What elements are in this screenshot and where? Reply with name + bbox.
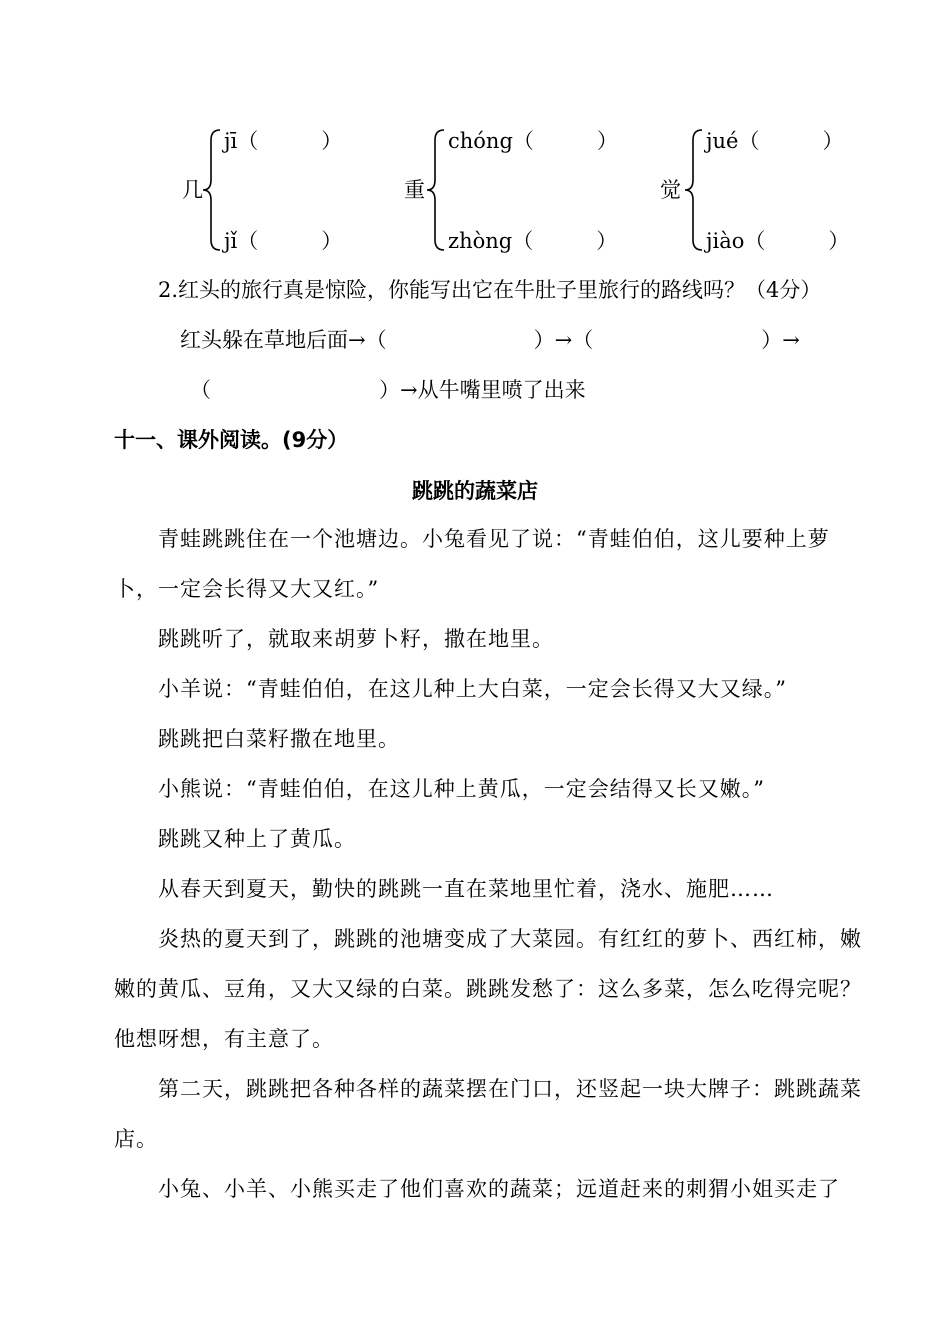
pinyin-top: jī（ ） <box>224 129 343 153</box>
polyphone-char: 几 <box>182 178 203 202</box>
story-paragraph: 跳跳把白菜籽撒在地里。 <box>158 727 400 751</box>
story-paragraph: 从春天到夏天，勤快的跳跳一直在菜地里忙着，浇水、施肥…… <box>158 877 774 901</box>
story-body <box>114 514 862 1214</box>
pinyin-top: jué（ ） <box>706 129 844 153</box>
story-paragraph: 炎热的夏天到了，跳跳的池塘变成了大菜园。有红红的萝卜、西红柿，嫩嫩的黄瓜、豆角，又大又绿的白菜。跳跳发愁了：这么多菜，怎么吃得完呢？他想呀想，有主意了。 <box>114 927 862 1051</box>
brace-icon <box>424 128 446 252</box>
brace-icon <box>682 128 704 252</box>
story-paragraph: 小兔、小羊、小熊买走了他们喜欢的蔬菜；远道赶来的刺猬小姐买走了 <box>158 1177 840 1201</box>
polyphone-char: 觉 <box>660 178 681 202</box>
story-paragraph: 跳跳听了，就取来胡萝卜籽，撒在地里。 <box>158 627 554 651</box>
story-title: 跳跳的蔬菜店 <box>412 479 538 503</box>
pinyin-bottom: zhòng（ ） <box>448 229 618 253</box>
story-paragraph: 小熊说：“青蛙伯伯，在这儿种上黄瓜，一定会结得又长又嫩。” <box>158 777 765 801</box>
route-line-1: 红头躲在草地后面→（ ）→（ ）→ <box>180 328 800 352</box>
pinyin-top: chóng（ ） <box>448 129 618 153</box>
polyphone-char: 重 <box>404 178 425 202</box>
story-paragraph: 青蛙跳跳住在一个池塘边。小兔看见了说：“青蛙伯伯，这儿要种上萝卜，一定会长得又大又红。” <box>114 527 830 601</box>
pinyin-bottom: jiào（ ） <box>706 229 850 253</box>
story-paragraph: 跳跳又种上了黄瓜。 <box>158 827 356 851</box>
pinyin-bottom: jǐ（ ） <box>224 229 343 253</box>
section-heading: 十一、课外阅读。(9分） <box>114 428 349 452</box>
story-paragraph: 第二天，跳跳把各种各样的蔬菜摆在门口，还竖起一块大牌子：跳跳蔬菜店。 <box>114 1077 862 1151</box>
story-paragraph: 小羊说：“青蛙伯伯，在这儿种上大白菜，一定会长得又大又绿。” <box>158 677 787 701</box>
brace-icon <box>200 128 222 252</box>
route-line-2: （ ）→从牛嘴里喷了出来 <box>190 378 586 402</box>
question-2-prompt: 2.红头的旅行真是惊险，你能写出它在牛肚子里旅行的路线吗？（4分） <box>158 278 822 302</box>
